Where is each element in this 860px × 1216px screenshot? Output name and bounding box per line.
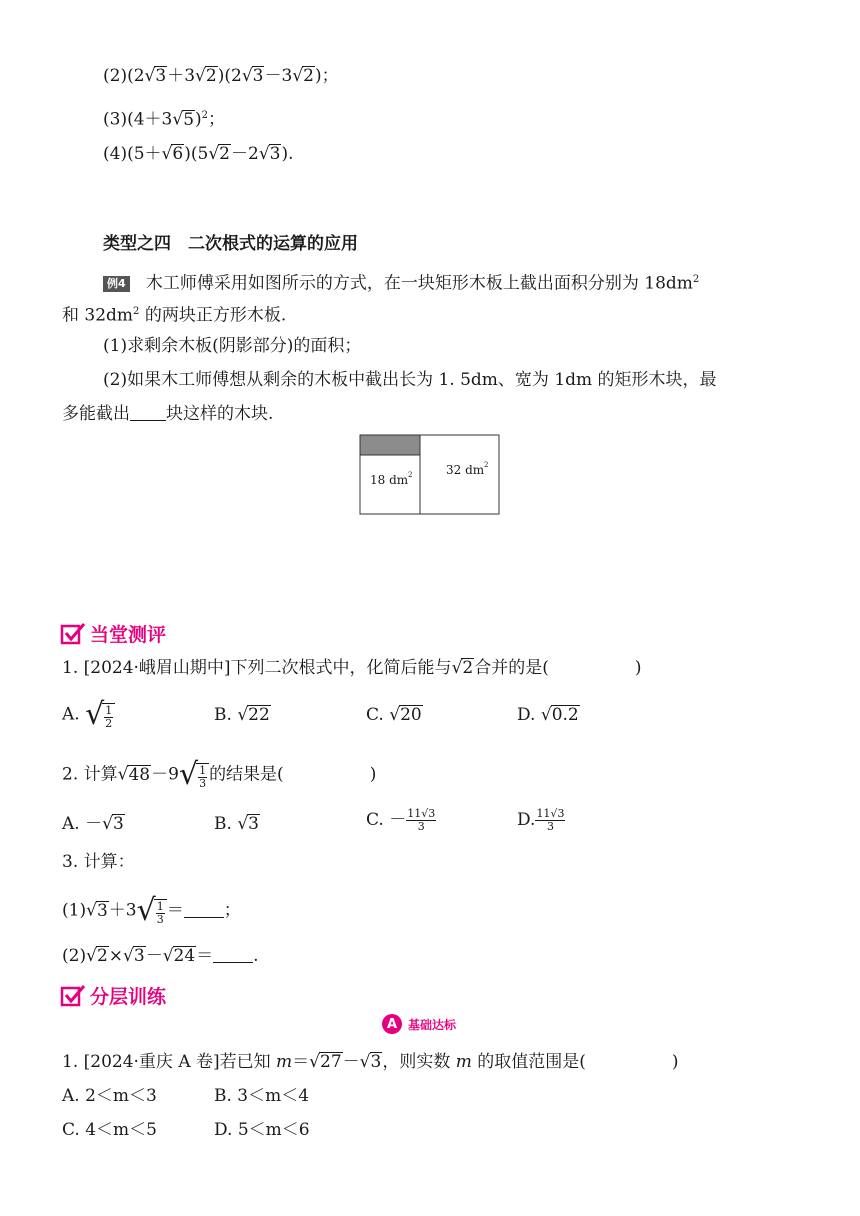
dt-q2-option-a: A. －√3 <box>62 814 124 834</box>
fc-q1-option-d: D. 5＜m＜6 <box>214 1120 310 1140</box>
fc-question-1: 1. [2024·重庆 A 卷]若已知 m＝√27－√3，则实数 m 的取值范围是( ) <box>62 1052 679 1072</box>
sub-header-basic: A 基础达标 <box>382 1014 456 1034</box>
board-figure <box>358 433 502 517</box>
question-2-line2: 多能截出 块这样的木块. <box>62 404 274 424</box>
answer-blank <box>213 944 253 963</box>
fc-q1-option-c: C. 4＜m＜5 <box>62 1120 157 1140</box>
answer-blank <box>130 402 166 421</box>
dt-question-2: 2. 计算√48－9 √ $\frac{1}{3}$ 的结果是( ) <box>62 757 377 792</box>
dt-q1-option-d: D. √0.2 <box>517 705 579 725</box>
shaded-region <box>360 435 420 455</box>
dt-q2-option-b: B. √3 <box>214 814 259 834</box>
example-stem-line2: 和 $32dm^2$ 的两块正方形木板. <box>62 305 287 326</box>
fc-q1-option-b: B. 3＜m＜4 <box>214 1086 310 1106</box>
section-header-dangtang: 当堂测评 <box>60 620 166 647</box>
question-1: (1)求剩余木板(阴影部分)的面积； <box>103 336 362 356</box>
dt-q2-option-d: D. $\frac{11√3}{3}$ <box>517 807 565 833</box>
answer-blank <box>184 899 224 918</box>
dt-q3-part-1: (1)√3＋3 √ $\frac{1}{3}$ ＝ ； <box>62 893 241 928</box>
dt-question-1: 1. [2024·峨眉山期中]下列二次根式中，化简后能与√2合并的是( ) <box>62 658 642 678</box>
check-icon <box>60 984 86 1008</box>
example-badge: 例4 <box>103 276 130 292</box>
problem-3: $(3)(4+3√5)^2$； <box>103 109 226 130</box>
dt-question-3: 3. 计算： <box>62 852 135 872</box>
fc-q1-option-a: A. 2＜m＜3 <box>62 1086 157 1106</box>
dt-q1-option-a: A. √ $\frac{1}{2}$ <box>62 700 115 730</box>
dt-q3-part-2: (2)√2×√3－√24＝ . <box>62 946 259 966</box>
dt-q1-option-b: B. √22 <box>214 705 270 725</box>
section-heading: 类型之四 二次根式的运算的应用 <box>103 234 358 254</box>
problem-4: (4)(5＋√6)(5√2－2√3). <box>103 144 294 164</box>
label-32dm: 32 dm <box>446 463 485 477</box>
label-18dm: 18 dm <box>370 473 409 487</box>
check-icon <box>60 622 86 646</box>
example-stem-line1: 例4 木工师傅采用如图所示的方式，在一块矩形木板上截出面积分别为 $18dm^2$ <box>103 268 699 296</box>
section-header-fenceng: 分层训练 <box>60 982 166 1009</box>
label-32dm-sup: 2 <box>484 461 489 469</box>
problem-2: (2)(2√3＋3√2)(2√3－3√2)； <box>103 66 339 86</box>
dt-q2-option-c: C. － $\frac{11√3}{3}$ <box>366 807 436 833</box>
question-2-line1: (2)如果木工师傅想从剩余的木板中截出长为 1. 5dm、宽为 1dm 的矩形木块，最 <box>103 370 717 390</box>
dt-q1-option-c: C. √20 <box>366 705 422 725</box>
label-18dm-sup: 2 <box>408 471 413 479</box>
level-a-badge: A <box>382 1014 402 1034</box>
